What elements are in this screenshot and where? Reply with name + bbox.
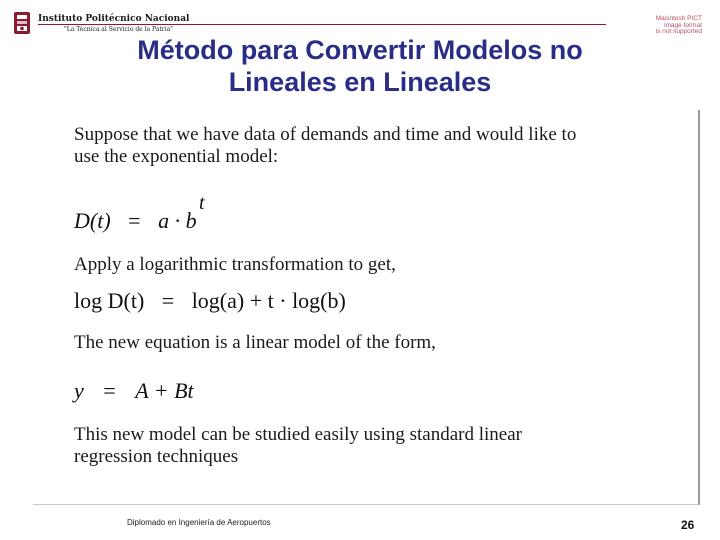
equation-1-equals: =	[128, 208, 141, 233]
equation-3-equals: =	[103, 378, 116, 403]
ipn-logo-icon	[13, 11, 31, 35]
conclusion-line-1: This new model can be studied easily using standard linear	[74, 424, 522, 445]
intro-line-2: use the exponential model:	[74, 146, 279, 167]
slide-title	[60, 34, 660, 98]
equation-2-lhs: log D(t)	[74, 288, 145, 313]
equation-1-rhs: a · b	[158, 208, 197, 233]
page-number: 26	[681, 518, 695, 532]
equation-3-lhs: y	[74, 378, 84, 403]
equation-log-transform	[74, 288, 346, 314]
intro-line-1: Suppose that we have data of demands and time and would like to	[74, 124, 577, 145]
conclusion-line-2: regression techniques	[74, 446, 239, 467]
image-unsupported-notice: Macintosh PICT image format is not supported	[655, 15, 702, 35]
institution-motto: "La Técnica al Servicio de la Patria"	[64, 26, 173, 33]
transform-text: Apply a logarithmic transformation to get,	[74, 254, 396, 275]
conclusion-paragraph	[74, 424, 522, 468]
equation-2-rhs: log(a) + t · log(b)	[191, 288, 346, 313]
slide-title-line-2: Lineales en Lineales	[228, 67, 492, 97]
equation-exponential-model	[74, 208, 197, 234]
linear-model-text: The new equation is a linear model of the form,	[74, 332, 436, 353]
equation-2-equals: =	[161, 288, 175, 313]
equation-1-lhs: D(t)	[74, 208, 111, 233]
slide-title-line-1: Método para Convertir Modelos no	[137, 35, 583, 65]
institution-name: Instituto Politécnico Nacional	[38, 14, 190, 24]
footer-course-name: Diplomado en Ingeniería de Aeropuertos	[127, 518, 271, 527]
intro-paragraph	[74, 124, 576, 168]
equation-linear-model	[74, 378, 194, 404]
header-divider	[38, 24, 606, 25]
equation-3-rhs: A + Bt	[135, 378, 194, 403]
equation-1-exponent: t	[199, 192, 205, 214]
